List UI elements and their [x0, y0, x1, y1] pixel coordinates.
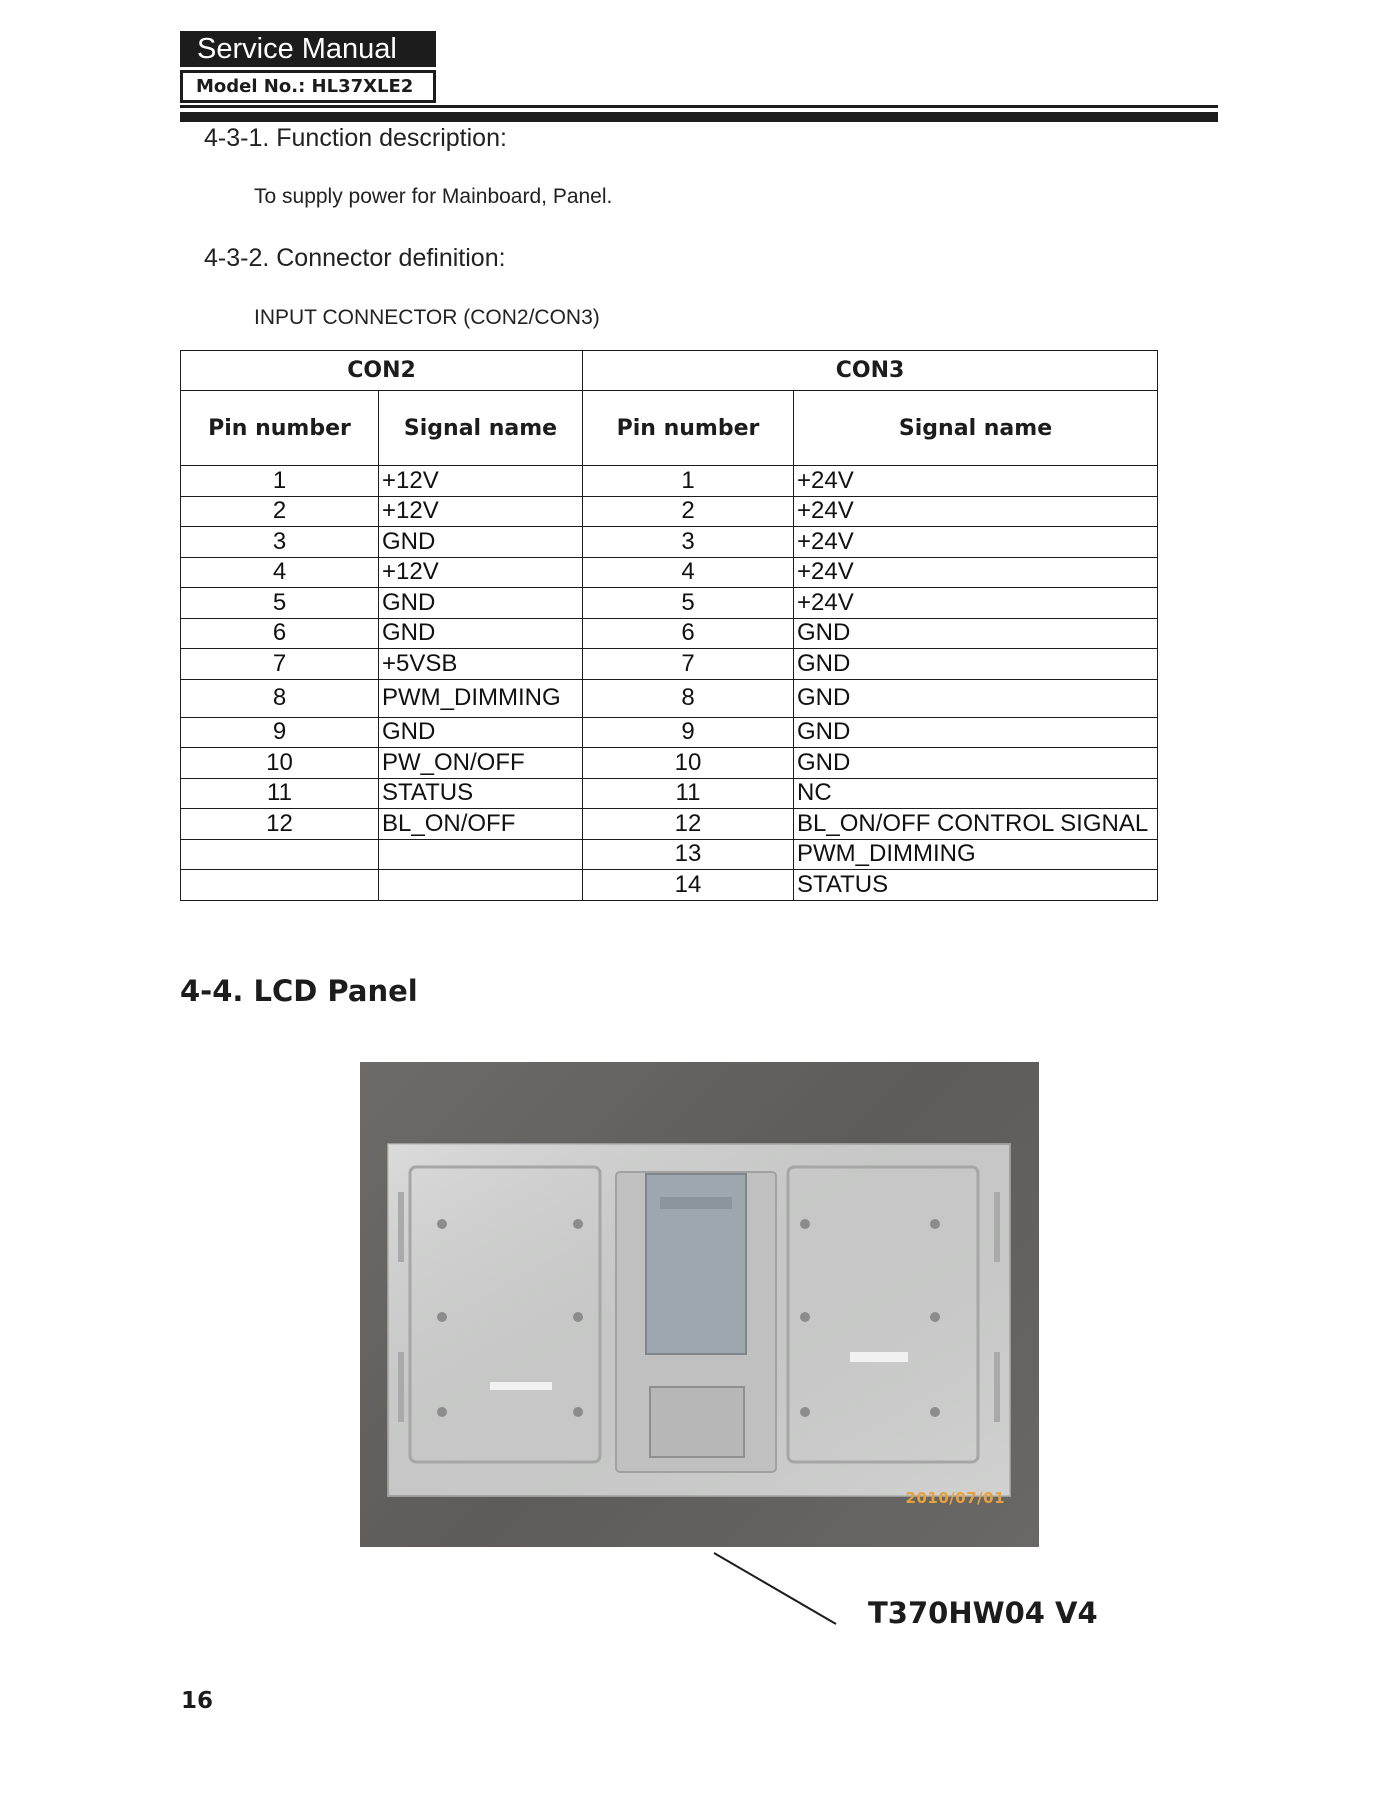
con2-pin: 8 — [181, 679, 379, 717]
header-rule-thin — [180, 105, 1218, 108]
con2-pin: 12 — [181, 809, 379, 840]
con3-signal: +24V — [794, 527, 1158, 558]
table-row — [181, 588, 1158, 619]
connector-definition-heading: 4-3-2. Connector definition: — [204, 244, 506, 272]
con2-pin: 10 — [181, 748, 379, 779]
con3-pin: 5 — [583, 588, 794, 619]
table-row — [181, 748, 1158, 779]
con2-signal: GND — [379, 717, 583, 748]
lcd-panel-photo — [360, 1062, 1039, 1547]
con3-pin: 8 — [583, 679, 794, 717]
con2-signal: +12V — [379, 496, 583, 527]
con3-pin: 4 — [583, 557, 794, 588]
con3-signal: NC — [794, 778, 1158, 809]
con2-signal: PW_ON/OFF — [379, 748, 583, 779]
model-number: Model No.: HL37XLE2 — [180, 70, 436, 103]
con2-pin: 7 — [181, 649, 379, 680]
panel-model-label: T370HW04 V4 — [868, 1596, 1098, 1630]
table-row — [181, 557, 1158, 588]
con2-pin: 9 — [181, 717, 379, 748]
table-row — [181, 618, 1158, 649]
con2-signal — [379, 870, 583, 901]
con2-pin — [181, 839, 379, 870]
con3-signal-header: Signal name — [794, 391, 1158, 466]
table-row — [181, 466, 1158, 497]
con3-pin: 10 — [583, 748, 794, 779]
lcd-panel-drawing — [360, 1062, 1039, 1547]
con2-pin: 5 — [181, 588, 379, 619]
con2-signal: GND — [379, 527, 583, 558]
con2-pin: 1 — [181, 466, 379, 497]
header-rule-thick — [180, 112, 1218, 122]
con2-signal: BL_ON/OFF — [379, 809, 583, 840]
con3-pin: 1 — [583, 466, 794, 497]
con2-signal: +12V — [379, 466, 583, 497]
con2-pin: 11 — [181, 778, 379, 809]
con3-signal: GND — [794, 679, 1158, 717]
con3-signal: +24V — [794, 588, 1158, 619]
photo-date-stamp: 2010/07/01 — [905, 1489, 1005, 1507]
con3-pin: 11 — [583, 778, 794, 809]
con3-pin: 14 — [583, 870, 794, 901]
con3-signal: +24V — [794, 557, 1158, 588]
con3-signal: GND — [794, 649, 1158, 680]
con3-signal: BL_ON/OFF CONTROL SIGNAL — [794, 809, 1158, 840]
function-description-text: To supply power for Mainboard, Panel. — [254, 185, 613, 208]
con2-pin-header: Pin number — [181, 391, 379, 466]
table-row — [181, 496, 1158, 527]
table-row — [181, 717, 1158, 748]
function-description-heading: 4-3-1. Function description: — [204, 124, 507, 152]
con2-signal: STATUS — [379, 778, 583, 809]
con3-signal: GND — [794, 717, 1158, 748]
lcd-panel-heading: 4-4. LCD Panel — [180, 974, 418, 1008]
con2-pin: 6 — [181, 618, 379, 649]
con3-signal: GND — [794, 748, 1158, 779]
con3-signal: +24V — [794, 496, 1158, 527]
con3-pin: 9 — [583, 717, 794, 748]
con3-pin: 12 — [583, 809, 794, 840]
service-manual-title: Service Manual — [180, 31, 436, 67]
table-row — [181, 839, 1158, 870]
con3-pin: 3 — [583, 527, 794, 558]
connector-table — [180, 350, 1158, 901]
input-connector-subheading: INPUT CONNECTOR (CON2/CON3) — [254, 306, 600, 329]
con2-signal-header: Signal name — [379, 391, 583, 466]
table-row — [181, 870, 1158, 901]
con2-pin: 4 — [181, 557, 379, 588]
con2-pin: 2 — [181, 496, 379, 527]
con3-group-header: CON3 — [583, 351, 1158, 391]
con3-signal: GND — [794, 618, 1158, 649]
table-row — [181, 679, 1158, 717]
con2-pin: 3 — [181, 527, 379, 558]
con3-signal: PWM_DIMMING — [794, 839, 1158, 870]
table-row — [181, 649, 1158, 680]
con3-pin: 2 — [583, 496, 794, 527]
page-number: 16 — [181, 1688, 214, 1714]
con3-signal: +24V — [794, 466, 1158, 497]
table-row — [181, 778, 1158, 809]
con3-pin: 7 — [583, 649, 794, 680]
con2-signal: GND — [379, 618, 583, 649]
table-row — [181, 809, 1158, 840]
con2-signal: GND — [379, 588, 583, 619]
con3-pin: 6 — [583, 618, 794, 649]
con3-pin-header: Pin number — [583, 391, 794, 466]
con2-group-header: CON2 — [181, 351, 583, 391]
con2-signal: +5VSB — [379, 649, 583, 680]
con2-pin — [181, 870, 379, 901]
table-row — [181, 527, 1158, 558]
con3-pin: 13 — [583, 839, 794, 870]
con2-signal: +12V — [379, 557, 583, 588]
con3-signal: STATUS — [794, 870, 1158, 901]
con2-signal: PWM_DIMMING — [379, 679, 583, 717]
con2-signal — [379, 839, 583, 870]
